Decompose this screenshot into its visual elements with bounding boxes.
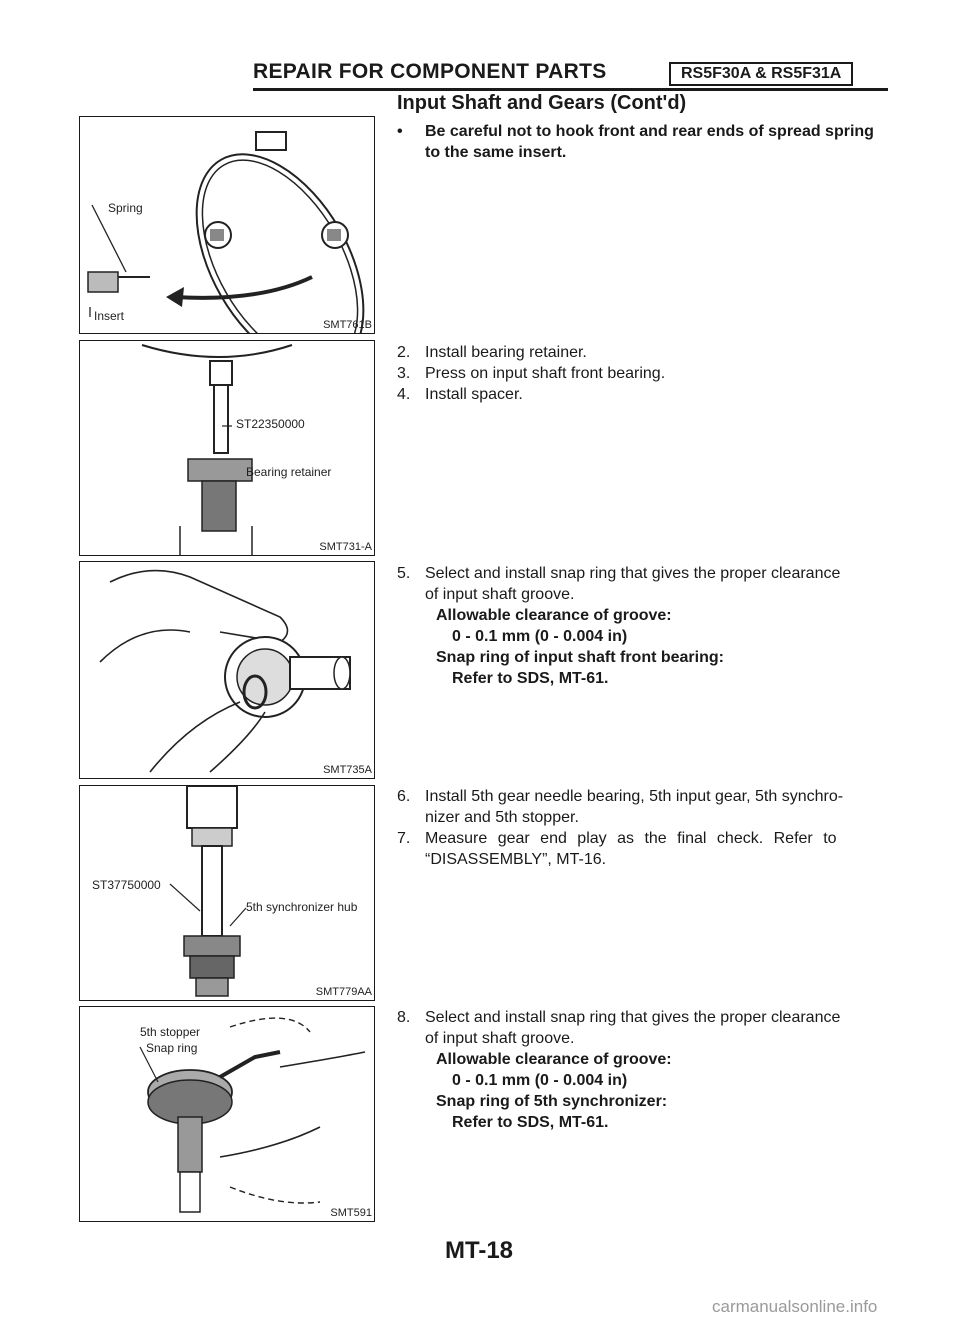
figure-label-synchronizer-hub: 5th synchronizer hub — [246, 900, 358, 914]
step-4-text: Install spacer. — [425, 386, 523, 403]
bearing-retainer-illustration — [80, 341, 374, 555]
figure-snap-ring-install — [79, 561, 375, 779]
step-7-number: 7. — [397, 830, 411, 847]
figure-stopper-snap-ring — [79, 1006, 375, 1222]
figure-label-tool: ST37750000 — [92, 878, 161, 892]
step-2-text: Install bearing retainer. — [425, 344, 587, 361]
step-5-spec-value: 0 - 0.1 mm (0 - 0.004 in) — [452, 628, 628, 645]
figure-label-spring: Spring — [108, 201, 143, 215]
caution-line-2: to the same insert. — [425, 144, 567, 161]
step-3-text: Press on input shaft front bearing. — [425, 365, 666, 382]
figure-label-snap-ring: Snap ring — [146, 1041, 198, 1055]
step-2-number: 2. — [397, 344, 411, 361]
figure-id: SMT735A — [323, 764, 372, 776]
stopper-snap-ring-illustration — [80, 1007, 374, 1221]
step-6-line-1: Install 5th gear needle bearing, 5th input gear, 5th synchro- — [425, 788, 844, 805]
spring-insert-illustration — [80, 117, 374, 333]
figure-id: SMT591 — [330, 1207, 372, 1219]
figure-label-5th-stopper: 5th stopper — [140, 1025, 201, 1039]
step-5-line-2: of input shaft groove. — [425, 586, 575, 603]
step-4-number: 4. — [397, 386, 411, 403]
bullet-mark: • — [397, 123, 403, 140]
synchronizer-hub-illustration — [80, 786, 374, 1000]
step-3-number: 3. — [397, 365, 411, 382]
step-5-snap-ring-heading: Snap ring of input shaft front bearing: — [436, 649, 724, 666]
figure-label-tool: ST22350000 — [236, 417, 305, 431]
step-8-line-1: Select and install snap ring that gives the proper clearance — [425, 1009, 841, 1026]
figure-spring-insert — [79, 116, 375, 334]
header-title: REPAIR FOR COMPONENT PARTS — [253, 60, 607, 83]
figure-id: SMT779AA — [315, 986, 372, 998]
page-number: MT-18 — [445, 1237, 514, 1264]
step-8-spec-value: 0 - 0.1 mm (0 - 0.004 in) — [452, 1072, 628, 1089]
step-6-number: 6. — [397, 788, 411, 805]
step-5-number: 5. — [397, 565, 411, 582]
step-5-spec-heading: Allowable clearance of groove: — [436, 607, 672, 624]
watermark: carmanualsonline.info — [712, 1297, 878, 1316]
caution-line-1: Be careful not to hook front and rear ends of spread spring — [425, 123, 874, 140]
figure-synchronizer-hub — [79, 785, 375, 1001]
step-8-line-2: of input shaft groove. — [425, 1030, 575, 1047]
figure-id: SMT731-A — [319, 541, 372, 553]
figure-label-bearing-retainer: Bearing retainer — [246, 465, 332, 479]
step-7-line-1: Measure gear end play as the final check. Refer to — [425, 830, 837, 847]
section-title: Input Shaft and Gears (Cont'd) — [397, 92, 687, 114]
step-8-spec-heading: Allowable clearance of groove: — [436, 1051, 672, 1068]
step-8-number: 8. — [397, 1009, 411, 1026]
step-5-line-1: Select and install snap ring that gives the proper clearance — [425, 565, 841, 582]
figure-label-insert: Insert — [94, 309, 125, 323]
figure-bearing-retainer — [79, 340, 375, 556]
figure-id: SMT761B — [323, 319, 372, 331]
snap-ring-install-illustration — [80, 562, 374, 778]
model-badge: RS5F30A & RS5F31A — [669, 62, 853, 86]
step-8-snap-ring-heading: Snap ring of 5th synchronizer: — [436, 1093, 668, 1110]
step-8-snap-ring-ref: Refer to SDS, MT-61. — [452, 1114, 609, 1131]
header-rule — [253, 88, 888, 91]
step-7-line-2: “DISASSEMBLY”, MT-16. — [425, 851, 607, 868]
step-5-snap-ring-ref: Refer to SDS, MT-61. — [452, 670, 609, 687]
step-6-line-2: nizer and 5th stopper. — [425, 809, 579, 826]
